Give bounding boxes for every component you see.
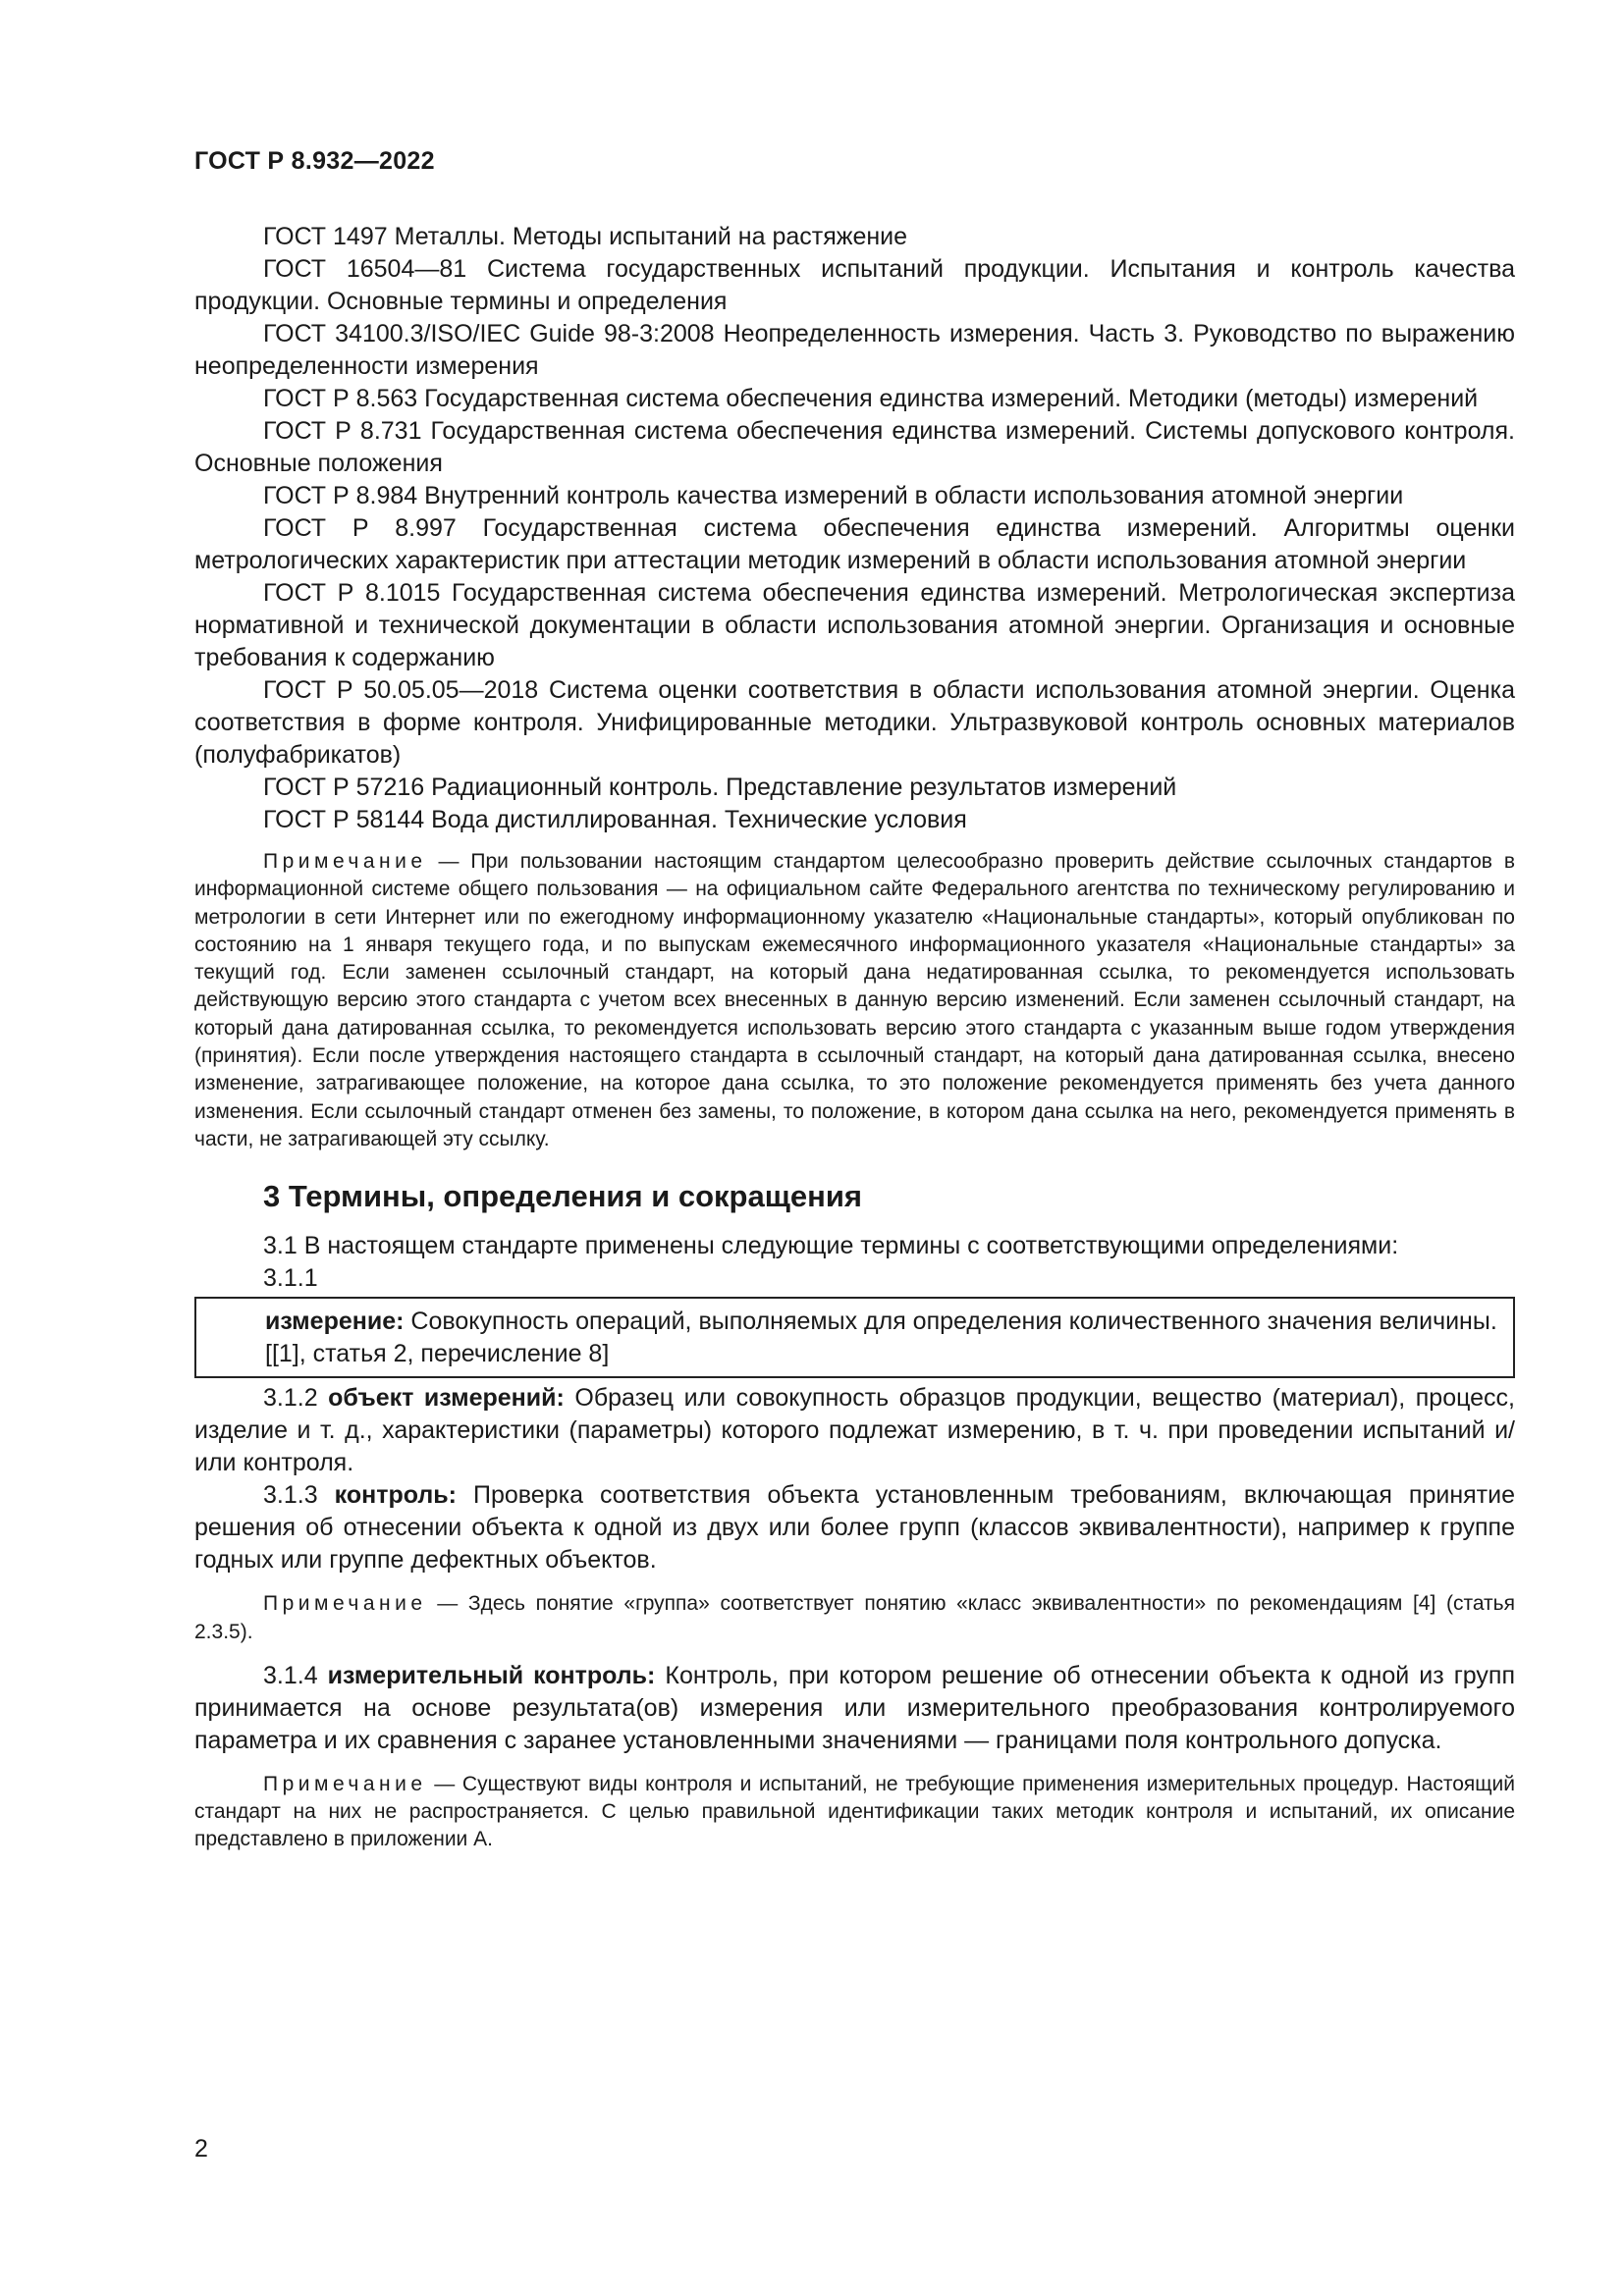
references-list: [194, 221, 1515, 836]
note-text: — При пользовании настоящим стандартом целесообразно проверить действие ссылочных стандартов в информационной системе общего пользования — на официальном сайте Федерального агентства по техническому регулированию и метрологии в сети Интернет или по ежегодному информационному указателю «Национальные стандарты», который опубликован по состоянию на 1 января текущего года, и по выпускам ежемесячного информационного указателя «Национальные стандарты» за текущий год. Если заменен ссылочный стандарт, на который дана недатированная ссылка, то рекомендуется использовать действующую версию этого стандарта с учетом всех внесенных в данную версию изменений. Если заменен ссылочный стандарт, на который дана датированная ссылка, то рекомендуется использовать версию этого стандарта с указанным выше годом утверждения (принятия). Если после утверждения настоящего стандарта в ссылочный стандарт, на который дана датированная ссылка, внесено изменение, затрагивающее положение, на которое дана ссылка, то это положение рекомендуется применять без учета данного изменения. Если ссылочный стандарт отменен без замены, то положение, в котором дана ссылка на него, рекомендуется применять в части, не затрагивающей эту ссылку.: [194, 850, 1515, 1150]
term-definition: [194, 1479, 1515, 1576]
section-title: 3 Термины, определения и сокращения: [263, 1179, 862, 1214]
reference-item: ГОСТ 34100.3/ISO/IEC Guide 98-3:2008 Неопределенность измерения. Часть 3. Руководство по выражению неопределенности измерения: [194, 320, 1515, 380]
note-references: [194, 848, 1515, 1153]
page-content: [194, 221, 1515, 1854]
term-name: контроль:: [334, 1481, 457, 1510]
term-definition: [194, 1660, 1515, 1757]
note-label: Примечание: [263, 850, 427, 873]
term-text: Совокупность операций, выполняемых для определения количественного значения величины.: [410, 1308, 1497, 1336]
term-name: измерительный контроль:: [327, 1661, 656, 1689]
term-name: объект измерений:: [328, 1384, 565, 1413]
section-intro: 3.1 В настоящем стандарте применены следующие термины с соответствующими определениями:: [263, 1232, 1399, 1260]
definition-box: [194, 1297, 1515, 1378]
reference-item: ГОСТ Р 58144 Вода дистиллированная. Технические условия: [263, 806, 967, 833]
note-label: Примечание: [263, 1772, 427, 1795]
term-definition: [194, 1382, 1515, 1479]
term-number: 3.1.4: [263, 1661, 318, 1689]
note-control: [194, 1771, 1515, 1854]
term-number: 3.1.2: [263, 1384, 318, 1413]
reference-item: ГОСТ 1497 Металлы. Методы испытаний на растяжение: [263, 223, 908, 250]
page-number: 2: [194, 2135, 208, 2163]
reference-item: ГОСТ Р 8.563 Государственная система обеспечения единства измерений. Методики (методы) измерений: [263, 385, 1479, 412]
reference-item: ГОСТ Р 8.984 Внутренний контроль качества измерений в области использования атомной энергии: [263, 482, 1404, 509]
term-source: [[1], статья 2, перечисление 8]: [265, 1340, 610, 1368]
reference-item: ГОСТ Р 50.05.05—2018 Система оценки соответствия в области использования атомной энергии. Оценка соответствия в форме контроля. Унифицированные методики. Ультразвуковой контроль основных материалов (полуфабрикатов): [194, 676, 1515, 769]
reference-item: ГОСТ Р 8.1015 Государственная система обеспечения единства измерений. Метрологическая экспертиза нормативной и технической документации в области использования атомной энергии. Организация и основные требования к содержанию: [194, 579, 1515, 671]
reference-item: ГОСТ Р 8.731 Государственная система обеспечения единства измерений. Системы допускового контроля. Основные положения: [194, 417, 1515, 477]
reference-item: ГОСТ 16504—81 Система государственных испытаний продукции. Испытания и контроль качества продукции. Основные термины и определения: [194, 255, 1515, 315]
term-name: измерение:: [265, 1308, 405, 1336]
note-text: — Здесь понятие «группа» соответствует понятию «класс эквивалентности» по рекомендациям [4] (статья 2.3.5).: [194, 1592, 1515, 1643]
term-definition: [196, 1306, 1501, 1338]
note-label: Примечание: [263, 1592, 427, 1616]
term-number: 3.1.1: [263, 1264, 318, 1293]
reference-item: ГОСТ Р 8.997 Государственная система обеспечения единства измерений. Алгоритмы оценки метрологических характеристик при аттестации методик измерений в области использования атомной энергии: [194, 514, 1515, 574]
term-text: Образец или совокупность образцов продукции, вещество (материал), процесс, изделие и т. д., характеристики (параметры) которого подлежат измерению, в т. ч. при проведении испытаний и/или контроля.: [194, 1384, 1515, 1477]
term-number: 3.1.3: [263, 1481, 318, 1510]
note-group: [194, 1590, 1515, 1646]
reference-item: ГОСТ Р 57216 Радиационный контроль. Представление результатов измерений: [263, 774, 1177, 801]
term-text: Проверка соответствия объекта установленным требованиям, включающая принятие решения об отнесении объекта к одной из двух или более групп (классов эквивалентности), например к группе годных или группе дефектных объектов.: [194, 1481, 1515, 1575]
document-header: ГОСТ Р 8.932—2022: [194, 147, 435, 175]
term-text: Контроль, при котором решение об отнесении объекта к одной из групп принимается на основе результата(ов) измерения или измерительного преобразования контролируемого параметра и их сравнения с заранее установленными значениями — границами поля контрольного допуска.: [194, 1661, 1516, 1754]
note-text: — Существуют виды контроля и испытаний, не требующие применения измерительных процедур. Настоящий стандарт на них не распространяется. С целью правильной идентификации таких методик контроля и испытаний, их описание представлено в приложении А.: [194, 1772, 1515, 1851]
